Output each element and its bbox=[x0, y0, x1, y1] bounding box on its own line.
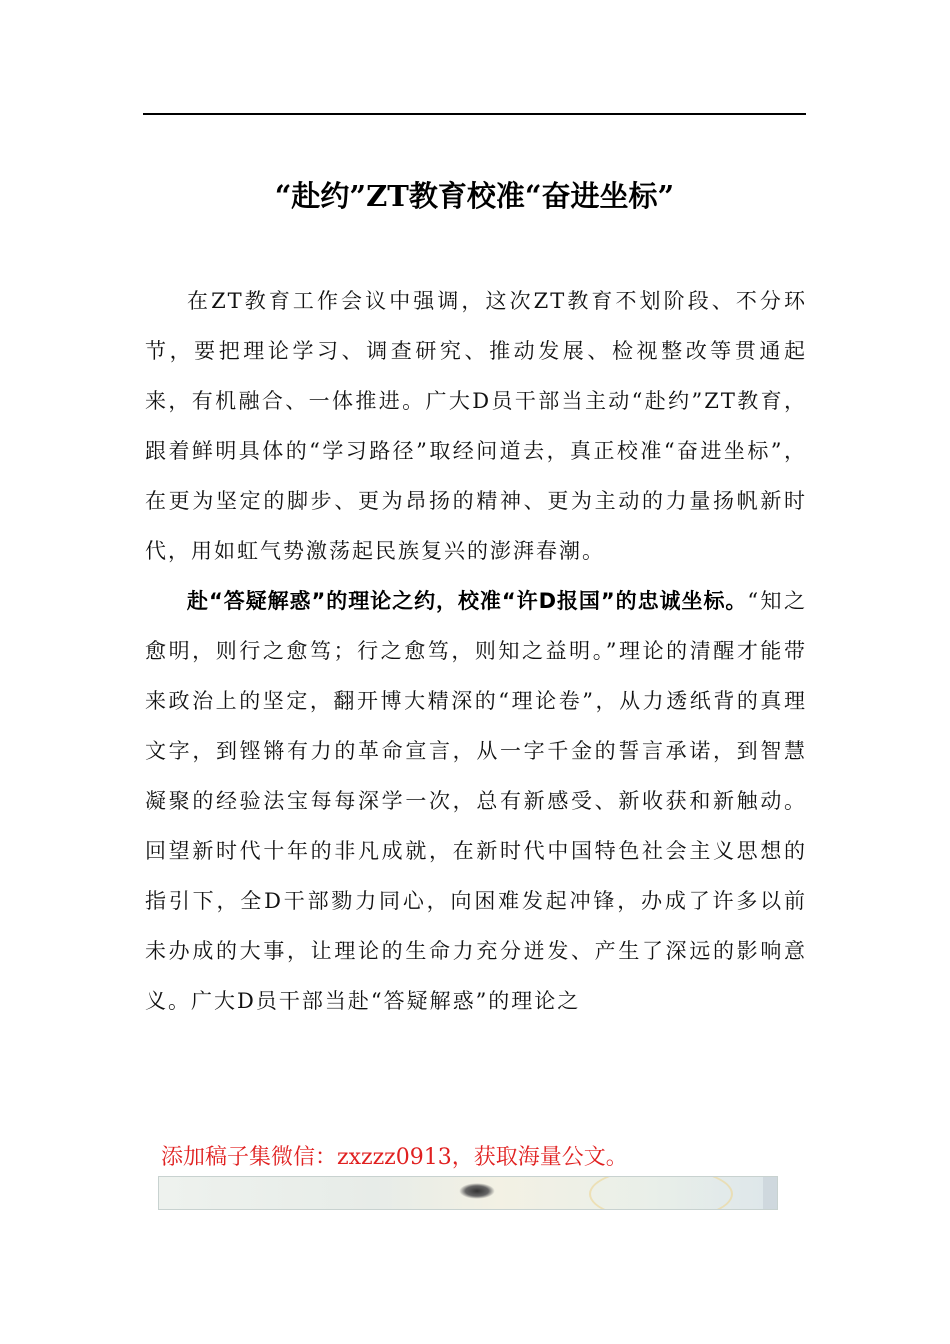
document-title: “赴约”ZT教育校准“奋进坐标” bbox=[274, 179, 675, 213]
decorative-banner-image bbox=[158, 1176, 778, 1210]
promo-text: 添加稿子集微信：zxzzz0913，获取海量公文。 bbox=[161, 1145, 628, 1170]
swirl-graphic bbox=[589, 1176, 733, 1210]
paragraph-1-text: 在ZT教育工作会议中强调，这次ZT教育不划阶段、不分环节，要把理论学习、调查研究、推动发展、检视整改等贯通起来，有机融合、一体推进。广大D员干部当主动“赴约”ZT教育，跟着鲜明具体的“学习路径”取经问道去，真正校准“奋进坐标”，在更为坚定的脚步、更为昂扬的精神、更为主动的力量扬帆新时代，用如虹气势激荡起民族复兴的澎湃春潮。 bbox=[145, 289, 807, 563]
paragraph-2-lead: 赴“答疑解惑”的理论之约，校准“许D报国”的忠诚坐标。 bbox=[187, 589, 748, 613]
document-body bbox=[145, 276, 807, 1026]
paragraph-2-text: “知之愈明，则行之愈笃；行之愈笃，则知之益明。”理论的清醒才能带来政治上的坚定，翻开博大精深的“理论卷”，从力透纸背的真理文字，到铿锵有力的革命宣言，从一字千金的誓言承诺，到智慧凝聚的经验法宝每每深学一次，总有新感受、新收获和新触动。回望新时代十年的非凡成就，在新时代中国特色社会主义思想的指引下，全D干部勠力同心，向困难发起冲锋，办成了许多以前未办成的大事，让理论的生命力充分迸发、产生了深远的影响意义。广大D员干部当赴“答疑解惑”的理论之 bbox=[145, 589, 807, 1013]
paragraph-2 bbox=[145, 576, 807, 1026]
banner-edge bbox=[763, 1177, 777, 1209]
ink-mark-graphic bbox=[459, 1183, 495, 1199]
paragraph-1 bbox=[145, 276, 807, 576]
header-rule bbox=[143, 113, 806, 115]
